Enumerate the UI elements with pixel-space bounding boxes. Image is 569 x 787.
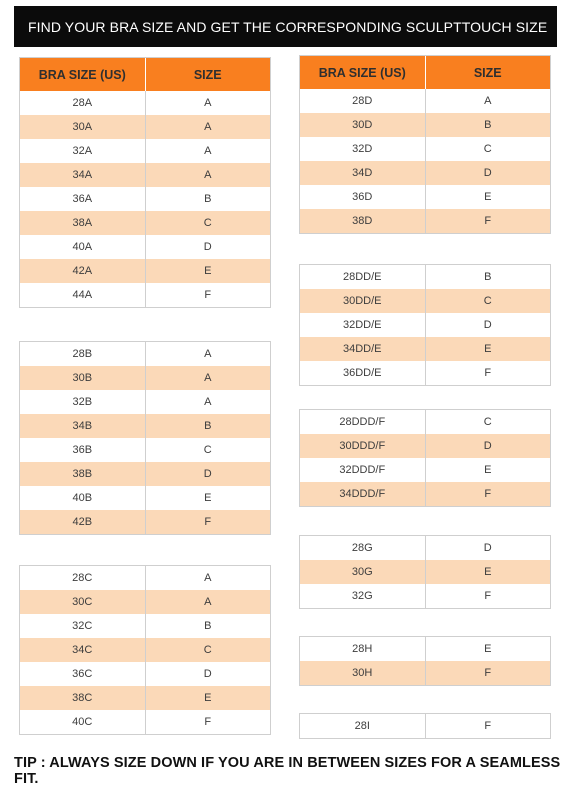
table-row <box>300 89 550 113</box>
sculpttouch-size-cell: D <box>425 313 551 337</box>
size-table-b <box>19 341 271 535</box>
bra-size-cell: 28H <box>352 643 373 655</box>
bra-size-cell: 28D <box>352 95 373 107</box>
size-table-g <box>299 535 551 609</box>
sculpttouch-size-cell: F <box>425 584 551 608</box>
bra-size-cell: 32C <box>72 620 93 632</box>
table-row <box>300 361 550 385</box>
bra-size-cell: 36D <box>352 191 373 203</box>
bra-size-cell: 32DDD/F <box>339 464 386 476</box>
table-row <box>20 390 270 414</box>
bra-size-cell: 28G <box>351 542 373 554</box>
table-row <box>20 283 270 307</box>
sizing-tip: TIP : ALWAYS SIZE DOWN IF YOU ARE IN BETWEEN SIZES FOR A SEAMLESS FIT. <box>14 755 561 787</box>
sculpttouch-size-cell: B <box>145 187 271 211</box>
table-row <box>20 614 270 638</box>
sculpttouch-size-cell: A <box>145 163 271 187</box>
table-row <box>20 115 270 139</box>
bra-size-cell: 30C <box>72 596 93 608</box>
sculpttouch-size-cell: D <box>425 434 551 458</box>
bra-size-cell: 28B <box>72 348 93 360</box>
bra-size-cell: 32B <box>72 396 93 408</box>
sculpttouch-size-cell: C <box>145 638 271 662</box>
sculpttouch-size-cell: B <box>145 614 271 638</box>
sculpttouch-size-cell: D <box>145 662 271 686</box>
sculpttouch-size-cell: F <box>425 361 551 385</box>
table-row <box>20 462 270 486</box>
sculpttouch-size-cell: D <box>145 462 271 486</box>
table-row <box>300 337 550 361</box>
table-row <box>300 313 550 337</box>
table-row <box>20 342 270 366</box>
sculpttouch-size-cell: E <box>425 458 551 482</box>
bra-size-cell: 40C <box>72 716 93 728</box>
table-row <box>20 438 270 462</box>
bra-size-cell: 40B <box>72 492 93 504</box>
size-table-c <box>19 565 271 735</box>
table-row <box>300 137 550 161</box>
sculpttouch-size-cell: E <box>425 637 551 661</box>
bra-size-cell: 38C <box>72 692 93 704</box>
sculpttouch-size-cell: E <box>145 259 271 283</box>
size-table-dddf <box>299 409 551 507</box>
size-table-h <box>299 636 551 686</box>
table-row <box>300 458 550 482</box>
table-row <box>20 211 270 235</box>
table-row <box>20 235 270 259</box>
sculpttouch-size-cell: A <box>145 566 271 590</box>
bra-size-cell: 36DD/E <box>342 367 382 379</box>
sculpttouch-size-cell: C <box>425 410 551 434</box>
bra-size-cell: 30D <box>352 119 373 131</box>
page-title: FIND YOUR BRA SIZE AND GET THE CORRESPONDING SCULPTTOUCH SIZE <box>28 18 548 35</box>
sculpttouch-size-cell: B <box>145 414 271 438</box>
sculpttouch-size-cell: F <box>145 510 271 534</box>
sculpttouch-size-cell: F <box>145 710 271 734</box>
sculpttouch-size-cell: D <box>425 536 551 560</box>
size-table-i <box>299 713 551 739</box>
table-row <box>20 638 270 662</box>
bra-size-cell: 32D <box>352 143 373 155</box>
sculpttouch-size-cell: F <box>145 283 271 307</box>
table-header <box>300 56 550 89</box>
bra-size-cell: 30DD/E <box>342 295 382 307</box>
sculpttouch-size-cell: B <box>425 113 551 137</box>
bra-size-cell: 36C <box>72 668 93 680</box>
table-row <box>300 482 550 506</box>
header-bra-size: BRA SIZE (US) <box>318 65 406 80</box>
sculpttouch-size-cell: A <box>145 139 271 163</box>
title-banner <box>14 6 557 47</box>
table-row <box>300 185 550 209</box>
sculpttouch-size-cell: E <box>425 560 551 584</box>
table-row <box>300 113 550 137</box>
sculpttouch-size-cell: D <box>145 235 271 259</box>
sculpttouch-size-cell: E <box>425 337 551 361</box>
bra-size-cell: 32A <box>72 145 93 157</box>
table-row <box>300 661 550 685</box>
table-row <box>300 560 550 584</box>
bra-size-cell: 30DDD/F <box>339 440 386 452</box>
table-row <box>20 91 270 115</box>
table-row <box>300 434 550 458</box>
table-row <box>300 209 550 233</box>
sculpttouch-size-cell: E <box>145 486 271 510</box>
table-row <box>20 187 270 211</box>
bra-size-cell: 36B <box>72 444 93 456</box>
bra-size-cell: 34D <box>352 167 373 179</box>
sculpttouch-size-cell: B <box>425 265 551 289</box>
table-row <box>300 584 550 608</box>
table-row <box>300 161 550 185</box>
header-bra-size: BRA SIZE (US) <box>38 67 126 82</box>
size-table-dde <box>299 264 551 386</box>
sculpttouch-size-cell: F <box>425 209 551 233</box>
table-row <box>20 486 270 510</box>
bra-size-cell: 30B <box>72 372 93 384</box>
sculpttouch-size-cell: A <box>425 89 551 113</box>
table-row <box>20 259 270 283</box>
bra-size-cell: 30H <box>352 667 373 679</box>
bra-size-cell: 34C <box>72 644 93 656</box>
bra-size-cell: 38D <box>352 215 373 227</box>
bra-size-cell: 28DD/E <box>342 271 382 283</box>
sculpttouch-size-cell: C <box>425 289 551 313</box>
bra-size-cell: 44A <box>72 289 93 301</box>
bra-size-cell: 42A <box>72 265 93 277</box>
table-row <box>300 410 550 434</box>
table-row <box>300 289 550 313</box>
table-row <box>300 637 550 661</box>
bra-size-cell: 40A <box>72 241 93 253</box>
table-row <box>20 710 270 734</box>
table-row <box>300 714 550 738</box>
table-row <box>20 686 270 710</box>
table-row <box>20 510 270 534</box>
sculpttouch-size-cell: C <box>145 211 271 235</box>
header-size: SIZE <box>145 58 271 91</box>
bra-size-cell: 34DDD/F <box>339 488 386 500</box>
sculpttouch-size-cell: F <box>425 482 551 506</box>
bra-size-cell: 28DDD/F <box>339 416 386 428</box>
bra-size-cell: 34B <box>72 420 93 432</box>
table-row <box>20 590 270 614</box>
bra-size-cell: 28I <box>354 720 370 732</box>
bra-size-cell: 28A <box>72 97 93 109</box>
header-size: SIZE <box>425 56 551 89</box>
sculpttouch-size-cell: D <box>425 161 551 185</box>
sculpttouch-size-cell: F <box>425 661 551 685</box>
sculpttouch-size-cell: A <box>145 91 271 115</box>
bra-size-cell: 42B <box>72 516 93 528</box>
bra-size-cell: 38B <box>72 468 93 480</box>
table-row <box>20 163 270 187</box>
sculpttouch-size-cell: C <box>145 438 271 462</box>
sculpttouch-size-cell: A <box>145 115 271 139</box>
size-table-a <box>19 57 271 308</box>
bra-size-cell: 30G <box>351 566 373 578</box>
bra-size-cell: 38A <box>72 217 93 229</box>
table-header <box>20 58 270 91</box>
size-table-d <box>299 55 551 234</box>
table-row <box>20 566 270 590</box>
bra-size-cell: 34DD/E <box>342 343 382 355</box>
table-row <box>20 139 270 163</box>
sculpttouch-size-cell: C <box>425 137 551 161</box>
table-row <box>300 536 550 560</box>
sculpttouch-size-cell: E <box>145 686 271 710</box>
table-row <box>20 662 270 686</box>
sculpttouch-size-cell: A <box>145 366 271 390</box>
table-row <box>300 265 550 289</box>
bra-size-cell: 34A <box>72 169 93 181</box>
sculpttouch-size-cell: A <box>145 590 271 614</box>
sculpttouch-size-cell: F <box>425 714 551 738</box>
table-row <box>20 414 270 438</box>
bra-size-cell: 32DD/E <box>342 319 382 331</box>
bra-size-cell: 32G <box>351 590 373 602</box>
sculpttouch-size-cell: E <box>425 185 551 209</box>
sculpttouch-size-cell: A <box>145 390 271 414</box>
sculpttouch-size-cell: A <box>145 342 271 366</box>
bra-size-cell: 28C <box>72 572 93 584</box>
bra-size-cell: 30A <box>72 121 93 133</box>
bra-size-cell: 36A <box>72 193 93 205</box>
table-row <box>20 366 270 390</box>
